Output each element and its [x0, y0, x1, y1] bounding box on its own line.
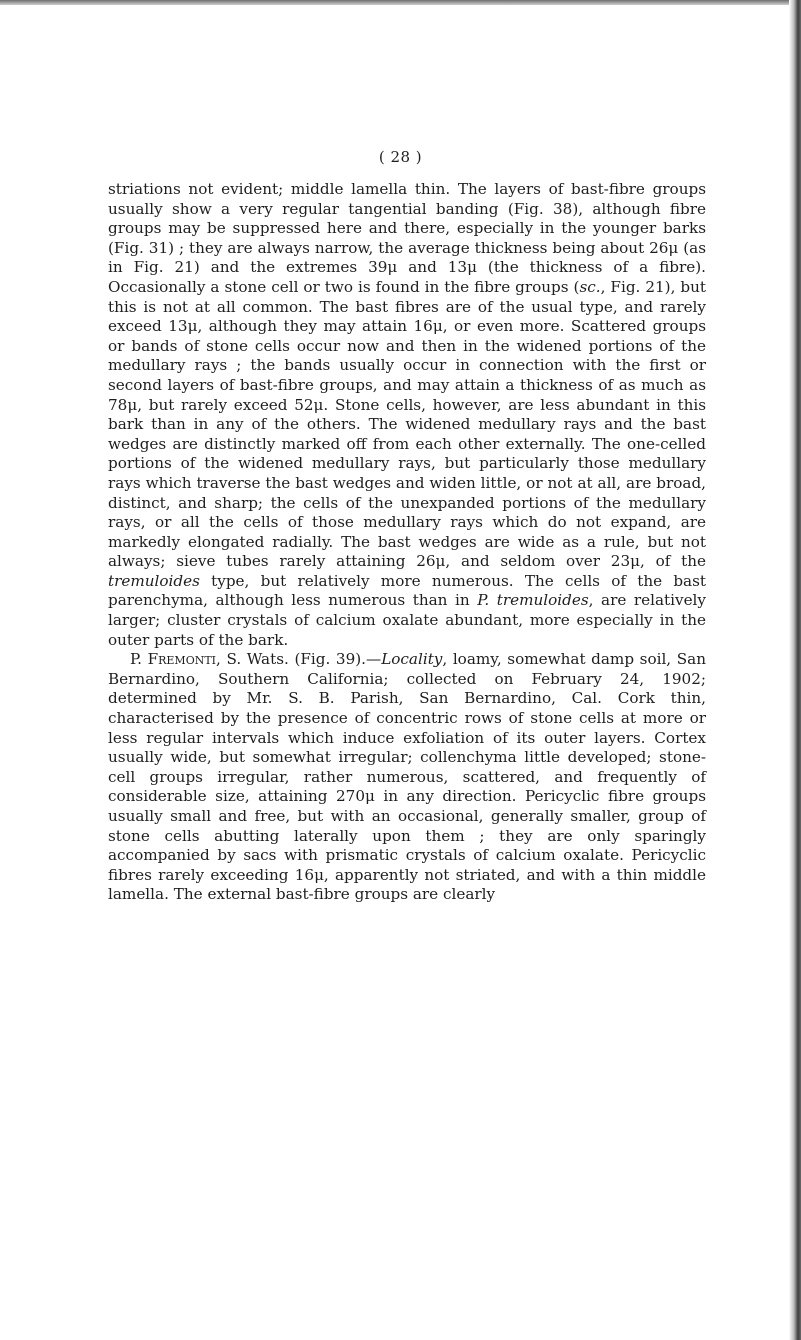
- text-run: type, but relatively more numerous. The cells of the bast parenchyma, although less numerous than in: [108, 571, 706, 610]
- species-name: Fremonti: [147, 650, 217, 669]
- text-run: striations not evident; middle lamella thin. The layers of bast-fibre groups usually show a very regular tangential banding (Fig. 38), although fibre groups may be suppressed here and there, especially in the younger barks (Fig. 31) ; they are always narrow, the average thickness being about 26μ (as in Fig. 21) and the extremes 39μ and 13μ (the thickness of a fibre). Occasionally a stone cell or two is found in the fibre groups (: [108, 180, 706, 296]
- text-run: P.: [130, 650, 148, 669]
- text-run: , Fig. 21), but this is not at all common. The bast fibres are of the usual type, and rarely exceed 13μ, although they may attain 16μ, or even more. Scattered groups or bands of stone cells occur now and then in the widened portions of the medullary rays ; the bands usually occur in connection with the first or second layers of bast-fibre groups, and may attain a thickness of as much as 78μ, but rarely exceed 52μ. Stone cells, however, are less abundant in this bark than in any of the others. The widened medullary rays and the bast wedges are distinctly marked off from each other externally. The one-celled portions of the widened medullary rays, but particularly those medullary rays which traverse the bast wedges and widen little, or not at all, are broad, distinct, and sharp; the cells of the unexpanded portions of the medullary rays, or all the cells of those medullary rays which do not expand, are markedly elongated radially. The bast wedges are wide as a rule, but not always; sieve tubes rarely attaining 26μ, and seldom over 23μ, of the: [108, 277, 706, 571]
- italic-run: sc.: [579, 277, 601, 296]
- text-run: , S. Wats. (Fig. 39).—: [216, 650, 382, 669]
- text-run: , loamy, somewhat damp soil, San Bernardino, Southern California; collected on February 24, 1902; determined by Mr. S. B. Parish, San Bernardino, Cal. Cork thin, characterised by the presence of concentric rows of stone cells at more or less regular intervals which induce exfoliation of its outer layers. Cortex usually wide, but somewhat irregular; collenchyma little developed; stone-cell groups irregular, rather numerous, scattered, and frequently of considerable size, attaining 270μ in any direction. Pericyclic fibre groups usually small and free, but with an occasional, generally smaller, group of stone cells abutting laterally upon them ; they are only sparingly accompanied by sacs with prismatic crystals of calcium oxalate. Pericyclic fibres rarely exceeding 16μ, apparently not striated, and with a thin middle lamella. The external bast-fibre groups are clearly: [108, 650, 706, 904]
- page-binding-edge: [789, 0, 801, 1340]
- page-number: ( 28 ): [378, 148, 423, 166]
- paragraph-continued: [108, 180, 706, 650]
- page-top-edge: [0, 0, 801, 5]
- page-body: [108, 180, 706, 905]
- text-run: , are relatively larger; cluster crystals of calcium oxalate abundant, more especially in the outer parts of the bark.: [108, 591, 706, 649]
- italic-run: Locality: [381, 650, 443, 669]
- italic-run: tremuloides: [108, 571, 200, 590]
- italic-run: P. tremuloides: [477, 591, 589, 610]
- paragraph-species-fremonti: [108, 650, 706, 905]
